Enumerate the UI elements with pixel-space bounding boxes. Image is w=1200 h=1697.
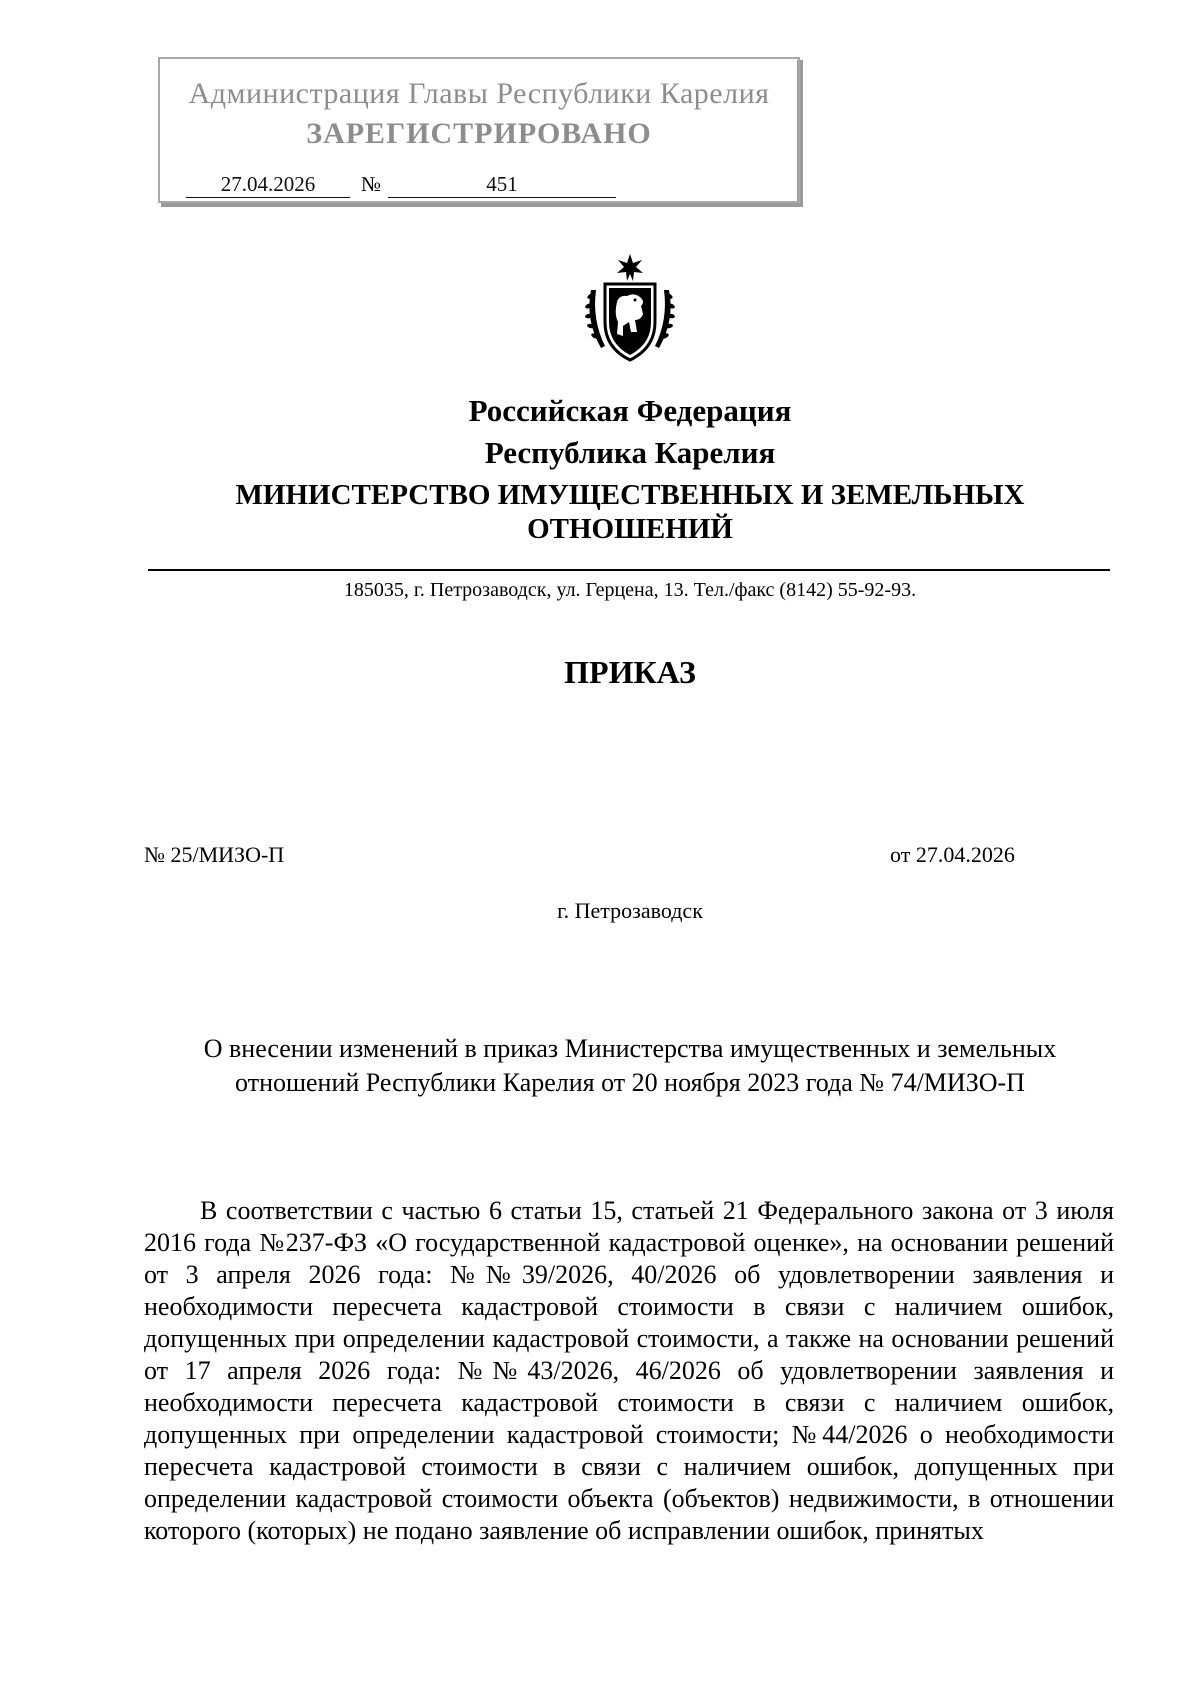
stamp-organization: Администрация Главы Республики Карелия bbox=[188, 77, 770, 110]
stamp-date: 27.04.2026 bbox=[186, 171, 350, 198]
stamp-number: 451 bbox=[388, 171, 616, 198]
ministry-address: 185035, г. Петрозаводск, ул. Герцена, 13. Тел./факс (8142) 55-92-93. bbox=[343, 579, 917, 601]
order-number: № 25/МИЗО-П bbox=[144, 842, 285, 867]
stamp-number-label: № bbox=[361, 172, 382, 196]
karelia-coat-of-arms-icon bbox=[583, 250, 677, 370]
body-paragraph: В соответствии с частью 6 статьи 15, статьей 21 Федерального закона от 3 июля 2016 года №237-ФЗ «О государственной кадастровой оценке», на основании решений от 3 апреля 2026 года: №№39/2026, 40/2026 об удовлетворении заявления и необходимости пересчета кадастровой стоимости в связи с наличием ошибок, допущенных при определении кадастровой стоимости, а также на основании решений от 17 апреля 2026 года: №№43/2026, 46/2026 об удовлетворении заявления и необходимости пересчета кадастровой стоимости в связи с наличием ошибок, допущенных при определении кадастровой стоимости; №44/2026 о необходимости пересчета кадастровой стоимости в связи с наличием ошибок, допущенных при определении кадастровой стоимости объекта (объектов) недвижимости, в отношении которого (которых) не подано заявление об исправлении ошибок, принятых bbox=[144, 1196, 1114, 1545]
order-subject-line1: О внесении изменений в приказ Министерства имущественных и земельных bbox=[203, 1034, 1057, 1063]
ministry-name-line2: ОТНОШЕНИЙ bbox=[527, 513, 733, 545]
ministry-name-line1: МИНИСТЕРСТВО ИМУЩЕСТВЕННЫХ И ЗЕМЕЛЬНЫХ bbox=[235, 479, 1025, 511]
country-name: Российская Федерация bbox=[468, 393, 792, 428]
order-date: от 27.04.2026 bbox=[890, 842, 1015, 867]
order-subject-line2: отношений Республики Карелия от 20 ноября 2023 года № 74/МИЗО-П bbox=[235, 1068, 1025, 1097]
republic-name: Республика Карелия bbox=[484, 435, 776, 470]
stamp-status: ЗАРЕГИСТРИРОВАНО bbox=[306, 117, 652, 150]
header-divider bbox=[148, 569, 1110, 571]
order-city: г. Петрозаводск bbox=[557, 898, 703, 923]
document-title: ПРИКАЗ bbox=[564, 654, 696, 690]
registration-stamp bbox=[158, 57, 800, 203]
